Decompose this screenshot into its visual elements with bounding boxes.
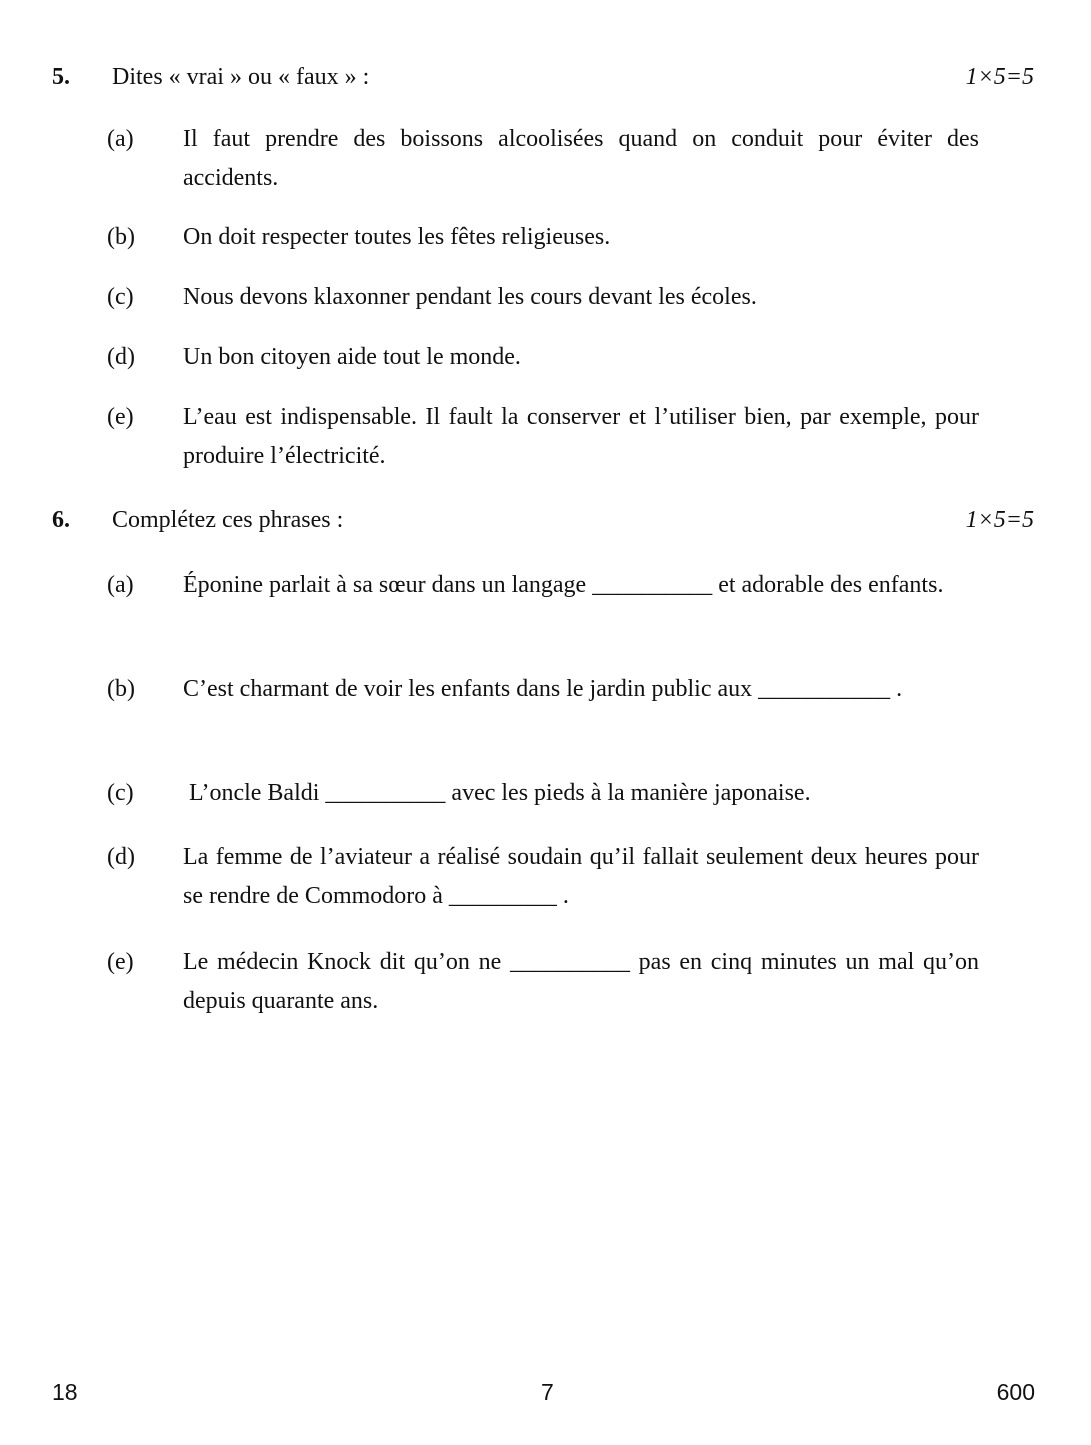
item-label: (b) <box>107 676 135 702</box>
question-number: 5. <box>52 64 70 90</box>
question-marks: 1×5=5 <box>965 507 1034 533</box>
item-label: (d) <box>107 344 135 370</box>
item-text: Un bon citoyen aide tout le monde. <box>183 344 521 370</box>
item-text: Éponine parlait à sa sœur dans un langage __________ et adorable des enfants. <box>183 572 944 598</box>
item-text: Nous devons klaxonner pendant les cours devant les écoles. <box>183 284 757 310</box>
item-label: (b) <box>107 224 135 250</box>
question-marks: 1×5=5 <box>965 64 1034 90</box>
item-text: La femme de l’aviateur a réalisé soudain qu’il fallait seulement deux heures pour se rendre de Commodoro à _________ . <box>183 844 979 909</box>
footer-code-left: 18 <box>52 1379 78 1405</box>
item-label: (c) <box>107 780 134 806</box>
footer-code-right: 600 <box>996 1379 1035 1405</box>
item-text: Le médecin Knock dit qu’on ne __________ pas en cinq minutes un mal qu’on depuis quarante ans. <box>183 949 979 1014</box>
item-label: (e) <box>107 404 134 430</box>
question-number: 6. <box>52 507 70 533</box>
item-text: On doit respecter toutes les fêtes religieuses. <box>183 224 611 250</box>
item-label: (a) <box>107 572 134 598</box>
item-label: (d) <box>107 844 135 870</box>
item-text: L’oncle Baldi __________ avec les pieds à la manière japonaise. <box>183 780 811 806</box>
page-number: 7 <box>541 1379 554 1405</box>
question-instruction: Complétez ces phrases : <box>112 507 344 533</box>
question-instruction: Dites « vrai » ou « faux » : <box>112 64 370 90</box>
item-text: C’est charmant de voir les enfants dans le jardin public aux ___________ . <box>183 676 903 702</box>
item-label: (a) <box>107 126 134 152</box>
item-label: (e) <box>107 949 134 975</box>
item-label: (c) <box>107 284 134 310</box>
item-text: L’eau est indispensable. Il fault la conserver et l’utiliser bien, par exemple, pour produire l’électricité. <box>183 404 979 469</box>
item-text: Il faut prendre des boissons alcoolisées quand on conduit pour éviter des accidents. <box>183 126 979 191</box>
